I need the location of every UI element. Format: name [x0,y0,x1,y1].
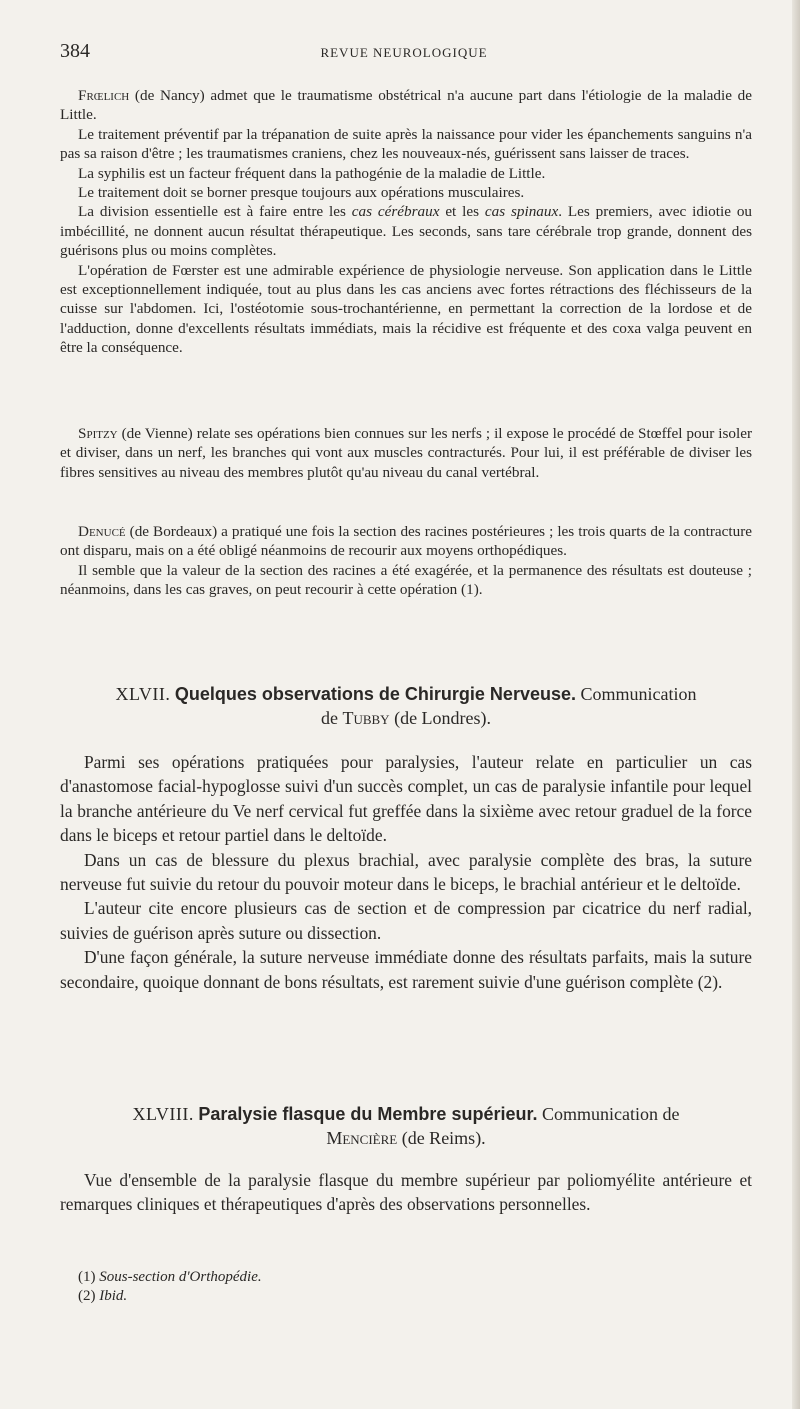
section-48-body [60,1168,752,1217]
footnote [78,1268,578,1287]
byline-text: (de Londres). [389,708,492,728]
footnote-number: (2) [78,1288,100,1304]
paragraph: Il semble que la valeur de la section des racines a été exagérée, et la permanence des résultats est douteuse ; néanmoins, dans les cas graves, on peut recourir à cette opération (1). [60,561,752,599]
paragraph [60,522,752,561]
paragraph: Dans un cas de blessure du plexus brachial, avec paralysie complète des bras, la suture nerveuse fut suivie du retour du pouvoir moteur dans le biceps, le brachial antérieur et le deltoïde. [60,849,752,895]
section-title-text: Paralysie flasque du Membre supérieur. [198,1104,538,1124]
section-47-body [60,750,752,994]
section-title-text: Quelques observations de Chirurgie Nerveuse. [174,684,576,704]
paragraph: La syphilis est un facteur fréquent dans la pathogénie de la maladie de Little. [78,164,546,182]
section-48-heading [60,1102,752,1150]
paragraph: L'auteur cite encore plusieurs cas de section et de compression par cicatrice du nerf radial, suivies de guérison après suture ou dissection. [60,898,752,943]
author-name: Denucé [78,523,126,540]
paragraph: D'une façon générale, la suture nerveuse immédiate donne des résultats parfaits, mais la suture secondaire, quoique donnant de bons résultats, est rarement suivie d'une guérison complète (2). [60,947,752,992]
paragraph: Vue d'ensemble de la paralysie flasque du membre supérieur par poliomyélite antérieure et remarques cliniques et thérapeutiques d'après des observations personnelles. [60,1170,752,1215]
author-name: Tubby [342,708,390,728]
running-head: REVUE NEUROLOGIQUE [320,45,488,60]
section-number: XLVIII. [132,1104,194,1124]
italic-term: cas cérébraux [351,203,440,221]
section-47-heading [60,682,752,730]
paragraph-text: (de Vienne) relate ses opérations bien connues sur les nerfs ; il expose le procédé de Stœffel pour isoler et diviser, dans un nerf, les branches qui vont aux muscles contracturés. Pour lui, il est préférable de diviser les fibres sensitives au niveau des membres plutôt qu'au niveau du canal vertébral. [60,425,752,481]
paragraph-text: La division essentielle est à faire entre les [78,203,352,221]
footnote-number: (1) [78,1269,100,1285]
froelich-block [60,86,752,358]
byline-text: de [320,708,343,728]
communication-label: Communication de [537,1104,680,1124]
paragraph: Parmi ses opérations pratiquées pour paralysies, l'auteur relate en particulier un cas d'anastomose facial-hypoglosse suivi d'un succès complet, un cas de paralysie infantile pour lequel la branche antérieure du Ve nerf cervical fut greffée dans la sixième avec retour graduel de la force dans le biceps et retour partiel dans le deltoïde. [60,752,752,846]
author-name: Spitzy [78,425,118,442]
footnotes [78,1268,578,1306]
section-title [60,682,752,730]
paragraph [60,202,752,260]
paragraph: Le traitement préventif par la trépanation de suite après la naissance pour vider les épanchements sanguins n'a pas sa raison d'être ; les traumatismes craniens, chez les nouveaux-nés, guérissent sans laisser de traces. [60,125,752,163]
section-title [60,1102,752,1150]
paragraph: L'opération de Fœrster est une admirable expérience de physiologie nerveuse. Son application dans le Little est exceptionnellement indiquée, tout au plus dans les cas anciens avec fortes rétractions des fléchisseurs de la cuisse sur l'abdomen. Ici, l'ostéotomie sous-trochantérienne, en permettant la correction de la lordose et de l'adduction, donne d'excellents résultats immédiats, mais la récidive est fréquente et des coxa valga peuvent en être la conséquence. [60,261,752,357]
paragraph: Le traitement doit se borner presque toujours aux opérations musculaires. [78,184,525,202]
footnote [78,1287,578,1306]
author-name: Mencière [326,1128,398,1148]
spitzy-block [60,424,752,482]
italic-term: cas spinaux [484,203,559,221]
footnote-text: Ibid. [99,1288,128,1304]
paragraph [60,424,752,482]
page-edge-shadow [792,0,800,1409]
section-number: XLVII. [115,684,171,704]
paragraph-text: et les [439,203,485,221]
paragraph-text: . Les premiers, avec idiotie ou imbécillité, ne donnent aucun résultat thérapeutique. Les seconds, sans tare cérébrale trop grande, donnent des guérisons plus ou moins complètes. [60,203,753,260]
author-name: Frœlich [78,87,130,104]
paragraph-text: (de Nancy) admet que le traumatisme obstétrical n'a aucune part dans l'étiologie de la maladie de Little. [60,87,752,124]
paragraph-text: (de Bordeaux) a pratiqué une fois la section des racines postérieures ; les trois quarts de la contracture ont disparu, mais on a été obligé néanmoins de recourir aux moyens orthopédiques. [60,523,752,560]
page-number: 384 [60,40,90,62]
byline-text: (de Reims). [397,1128,486,1148]
communication-label: Communication [575,684,697,704]
denuce-block [60,522,752,600]
page-header [60,40,748,68]
paragraph [60,86,752,125]
footnote-text: Sous-section d'Orthopédie. [99,1269,262,1285]
